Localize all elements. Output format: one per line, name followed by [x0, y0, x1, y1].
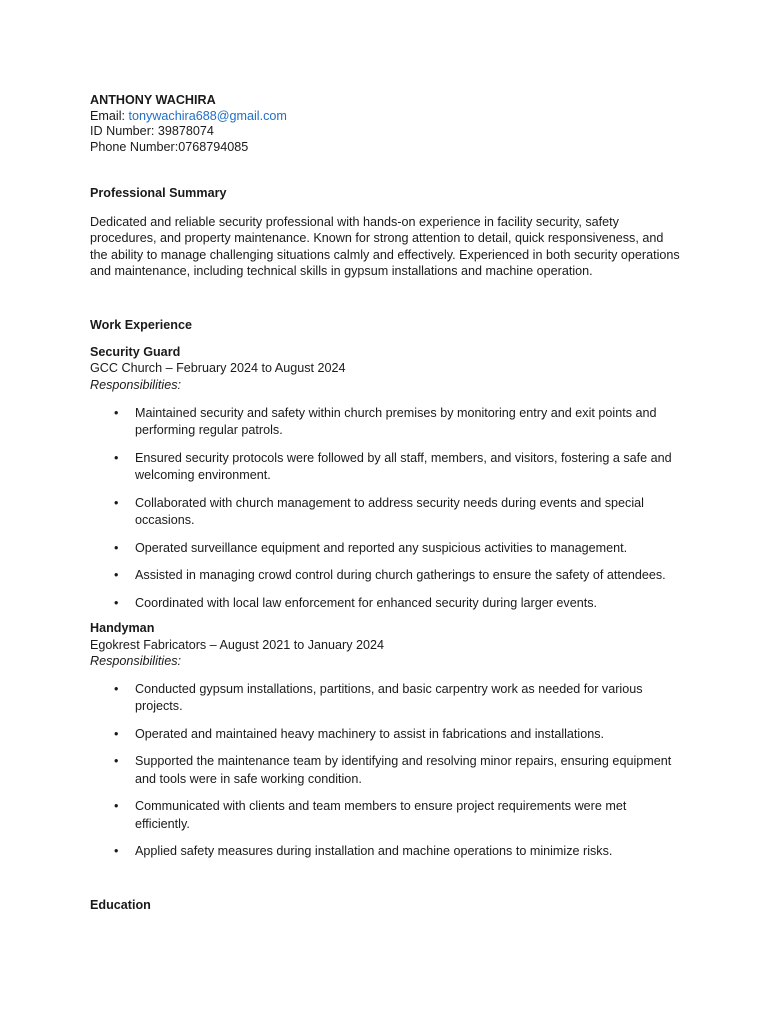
responsibilities-label: Responsibilities:	[90, 377, 181, 392]
list-item	[90, 567, 680, 585]
bullet-icon: •	[114, 681, 119, 696]
email-link[interactable]: tonywachira688@gmail.com	[128, 108, 287, 123]
email-line	[90, 109, 680, 125]
list-item	[90, 798, 680, 833]
bullet-icon: •	[114, 405, 119, 420]
responsibilities-label: Responsibilities:	[90, 654, 181, 669]
bullet-icon: •	[114, 754, 119, 769]
applicant-name: ANTHONY WACHIRA	[90, 93, 216, 107]
professional-summary-heading: Professional Summary	[90, 186, 227, 201]
responsibilities-list	[90, 405, 680, 613]
list-item	[90, 753, 680, 788]
job-employer-dates: Egokrest Fabricators – August 2021 to January 2024	[90, 637, 385, 652]
list-item-text: Operated surveillance equipment and reported any suspicious activities to management.	[135, 540, 628, 555]
bullet-icon: •	[114, 450, 119, 465]
list-item-text: Ensured security protocols were followed by all staff, members, and visitors, fostering a safe and welcoming environment.	[135, 450, 672, 483]
list-item	[90, 405, 680, 440]
list-item-text: Maintained security and safety within church premises by monitoring entry and exit points and performing regular patrols.	[135, 405, 657, 438]
bullet-icon: •	[114, 568, 119, 583]
bullet-icon: •	[114, 595, 119, 610]
bullet-icon: •	[114, 726, 119, 741]
list-item	[90, 681, 680, 716]
job-title: Handyman	[90, 621, 155, 636]
list-item	[90, 495, 680, 530]
bullet-icon: •	[114, 844, 119, 859]
job-employer-dates: GCC Church – February 2024 to August 2024	[90, 361, 346, 376]
list-item-text: Communicated with clients and team members to ensure project requirements were met efficiently.	[135, 799, 627, 831]
phone-number-line: Phone Number:0768794085	[90, 139, 249, 154]
list-item	[90, 726, 680, 744]
bullet-icon: •	[114, 540, 119, 555]
job-title: Security Guard	[90, 344, 181, 359]
list-item	[90, 843, 680, 861]
list-item-text: Coordinated with local law enforcement for enhanced security during larger events.	[135, 595, 598, 610]
list-item-text: Supported the maintenance team by identifying and resolving minor repairs, ensuring equipment and tools were in safe working condition.	[135, 754, 672, 786]
list-item-text: Operated and maintained heavy machinery to assist in fabrications and installations.	[135, 726, 605, 741]
id-number-line: ID Number: 39878074	[90, 124, 214, 139]
bullet-icon: •	[114, 495, 119, 510]
list-item-text: Conducted gypsum installations, partitions, and basic carpentry work as needed for various projects.	[135, 681, 643, 714]
list-item-text: Applied safety measures during installation and machine operations to minimize risks.	[135, 844, 613, 859]
list-item-text: Assisted in managing crowd control during church gatherings to ensure the safety of attendees.	[135, 568, 666, 583]
email-label: Email:	[90, 108, 129, 123]
resume-document	[90, 93, 680, 913]
responsibilities-list	[90, 681, 680, 861]
work-experience-heading: Work Experience	[90, 318, 192, 333]
education-heading: Education	[90, 897, 151, 912]
bullet-icon: •	[114, 799, 119, 814]
list-item	[90, 595, 680, 613]
professional-summary-text: Dedicated and reliable security professional with hands-on experience in facility security, safety procedures, and property maintenance. Known for strong attention to detail, quick responsiveness, and the ability to manage challenging situations calmly and effectively. Experienced in both security operations and maintenance, including technical skills in gypsum installations and machine operation.	[90, 214, 680, 278]
list-item	[90, 450, 680, 485]
list-item-text: Collaborated with church management to address security needs during events and special occasions.	[135, 495, 644, 528]
list-item	[90, 540, 680, 558]
